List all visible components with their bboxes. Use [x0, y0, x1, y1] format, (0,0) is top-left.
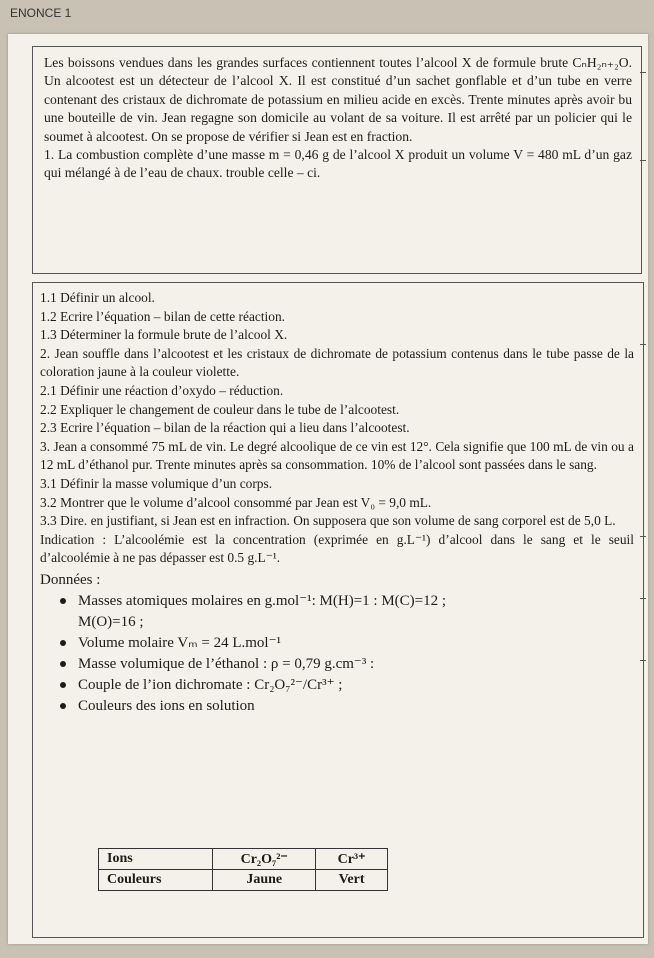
donnees-title: Données : — [40, 571, 101, 588]
table-cell: Jaune — [213, 870, 316, 891]
donnee-masse-volumique-text: Masse volumique de l’éthanol : ρ = 0,79 g.cm⁻³ : — [78, 655, 375, 672]
donnee-masse-volumique — [40, 654, 634, 675]
donnee-masses-line1: Masses atomiques molaires en g.mol⁻¹: M(H)=1 : M(C)=12 ; — [78, 592, 447, 609]
donnee-couleurs-text: Couleurs des ions en solution — [78, 697, 255, 714]
question-2: 2. Jean souffle dans l’alcootest et les cristaux de dichromate de potassium contenus dans le tube passe de la coloration jaune à la couleur violette. — [40, 345, 634, 380]
question-3: 3. Jean a consommé 75 mL de vin. Le degré alcoolique de ce vin est 12°. Cela signifie que 100 mL de vin ou a 12 mL d’éthanol pur. Trente minutes après sa consommation. 10% de l’alcool sont passées dans le sang. — [40, 438, 634, 473]
table-cell: Cr³⁺ — [316, 849, 388, 870]
donnee-volume-molaire-text: Volume molaire Vₘ = 24 L.mol⁻¹ — [78, 634, 281, 651]
margin-tick — [640, 598, 646, 599]
question-1-3: 1.3 Déterminer la formule brute de l’alcool X. — [40, 327, 288, 343]
donnee-couple — [40, 675, 634, 696]
question-2-1: 2.1 Définir une réaction d’oxydo – réduction. — [40, 382, 284, 398]
intro-text: Les boissons vendues dans les grandes surfaces contiennent toutes l’alcool X de formule brute CₙH₂ₙ₊₂O. Un alcootest est un détecteur de l’alcool X. Il est constitué d’un sachet gonflable et d’un tube en verre contenant des cristaux de dichromate de potassium en milieu acide en excès. Trente minutes après avoir bu une bouteille de vin. Jean regagne son domicile au volant de sa voiture. Il est arrêté par un policier qui le soumet à alcootest. On se propose de vérifier si Jean est en fraction. — [44, 55, 632, 144]
question-3-2: 3.2 Montrer que le volume d’alcool consommé par Jean est V₀ = 9,0 mL. — [40, 494, 432, 510]
margin-tick — [640, 72, 646, 73]
table-cell: Cr₂O₇²⁻ — [213, 849, 316, 870]
margin-tick — [640, 660, 646, 661]
margin-tick — [640, 536, 646, 537]
donnee-masses — [40, 591, 634, 633]
question-1-2: 1.2 Ecrire l’équation – bilan de cette réaction. — [40, 308, 286, 324]
donnee-masses-line2: M(O)=16 ; — [78, 613, 144, 630]
question-3-1: 3.1 Définir la masse volumique d’un corps. — [40, 475, 273, 491]
donnee-couleurs — [40, 696, 634, 717]
donnees-list — [40, 591, 634, 717]
table-row — [99, 849, 388, 870]
question-1-1: 1.1 Définir un alcool. — [40, 290, 155, 305]
intro-paragraph — [44, 54, 632, 183]
margin-tick — [640, 160, 646, 161]
table-cell: Vert — [316, 870, 388, 891]
questions-list — [40, 289, 634, 717]
indication: Indication : L’alcoolémie est la concentration (exprimée en g.L⁻¹) d’alcool dans le sang et le seuil d’alcoolémie à ne pas dépasser est 0.5 g.L⁻¹. — [40, 531, 634, 566]
donnee-volume-molaire — [40, 633, 634, 654]
question-1: 1. La combustion complète d’une masse m = 0,46 g de l’alcool X produit un volume V = 480 mL d’un gaz qui mélangé à de l’eau de chaux. trouble celle – ci. — [44, 147, 632, 181]
question-3-3: 3.3 Dire. en justifiant, si Jean est en infraction. On supposera que son volume de sang corporel est de 5,0 L. — [40, 513, 616, 529]
question-2-3: 2.3 Ecrire l’équation – bilan de la réaction qui a lieu dans l’alcootest. — [40, 420, 410, 436]
table-row — [99, 870, 388, 891]
ion-color-table — [98, 848, 388, 891]
table-cell: Ions — [99, 849, 213, 870]
table-cell: Couleurs — [99, 870, 213, 891]
margin-tick — [640, 344, 646, 345]
page-header: ENONCE 1 — [10, 6, 72, 20]
donnee-couple-text: Couple de l’ion dichromate : Cr₂O₇²⁻/Cr³⁺ ; — [78, 676, 343, 693]
question-2-2: 2.2 Expliquer le changement de couleur dans le tube de l’alcootest. — [40, 401, 400, 417]
